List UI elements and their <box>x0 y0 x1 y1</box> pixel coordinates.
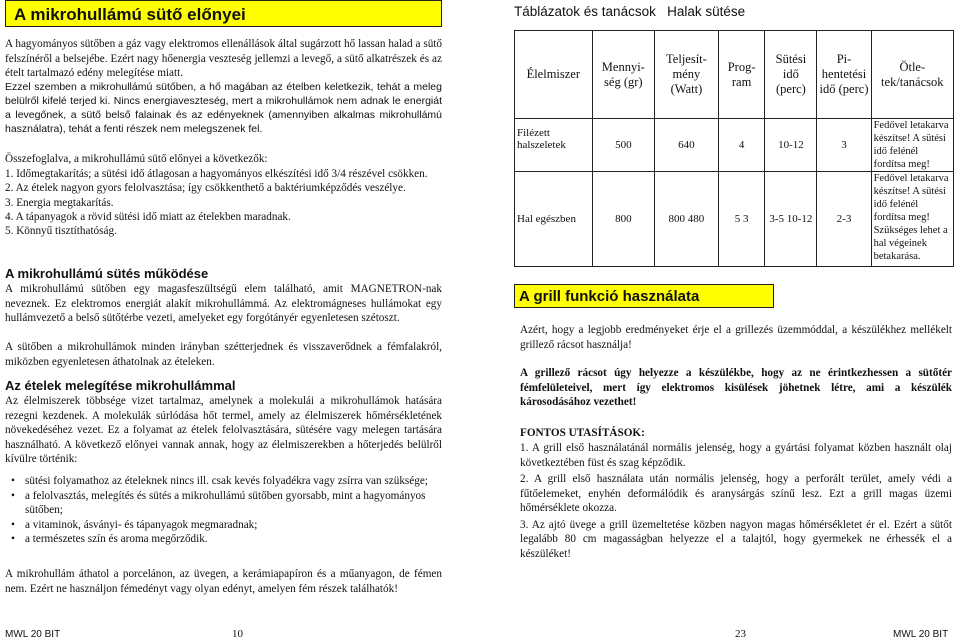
cell-program: 4 <box>718 119 765 172</box>
works-paragraph-2: A sütőben a mikrohullámok minden irányban szétterjednek és visszaverődnek a fémfalakról, miközben egyenletesen áthatolnak az ételeken. <box>5 341 442 368</box>
cell-rest: 3 <box>817 119 871 172</box>
benefit-item: • a vitaminok, ásványi- és tápanyagok megmaradnak; <box>5 518 442 533</box>
heading-heating: Az ételek melegítése mikrohullámmal <box>5 378 236 393</box>
cell-tip: Fedővel letakarva készítse! A sütési idő felénél fordítsa meg! Szükséges lehet a hal végeinek betakarása. <box>871 172 953 267</box>
col-header-power: Teljesít-mény (Watt) <box>655 31 719 119</box>
heading-how-it-works: A mikrohullámú sütés működése <box>5 266 209 281</box>
instruction-item: 2. A grill első használata után normális jelenség, hogy a perforált terület, amely védi a fűtőelemeket, enyhén deformálódik és aranysárgás színű lesz. Ezt a grill magas üzemi hőmérséklete okozza. <box>520 473 952 514</box>
metal-warning-paragraph: A mikrohullám áthatol a porcelánon, az üvegen, a kerámiapapíron és a műanyagon, de fémen nem. Ezért ne használjon fémedényt vagy olyan edényt, amelyen fém részek találhatók! <box>5 568 442 595</box>
works-paragraph-1: A mikrohullámú sütőben egy magasfeszültségű elem található, amit MAGNETRON-nak neveznek. Ez elektromos energiát alakít mikrohullámmá. Az elektromágneses hullámokat egy hullámvezető a belső sütőtérbe vezeti, amelyeket egy forgótányér egyenletesen szétoszt. <box>5 283 442 324</box>
instructions-list <box>520 441 952 561</box>
col-header-program: Prog-ram <box>718 31 765 119</box>
benefit-item: • sütési folyamathoz az ételeknek nincs ill. csak kevés folyadékra vagy zsírra van szüksége; <box>5 474 442 489</box>
cell-tip: Fedővel letakarva készítse! A sütési idő felénél fordítsa meg! <box>871 119 953 172</box>
footer-brand-left: MWL 20 BIT <box>5 629 61 640</box>
summary-item-3: 3. Energia megtakarítás. <box>5 196 114 209</box>
summary-item-5: 5. Könnyű tisztíthatóság. <box>5 225 117 238</box>
table-header-row <box>515 31 954 119</box>
cell-power: 800 480 <box>655 172 719 267</box>
summary-item-1: 1. Időmegtakarítás; a sütési idő átlagosan a hagyományos elkészítési idő 3/4 részével csökken. <box>5 168 428 180</box>
page-number-left: 10 <box>232 628 243 640</box>
table-row <box>515 119 954 172</box>
col-header-quantity: Mennyi-ség (gr) <box>592 31 654 119</box>
heating-benefits-list <box>5 474 442 547</box>
col-header-rest: Pi-hentetési idő (perc) <box>817 31 871 119</box>
col-header-tips: Ötle-tek/tanácsok <box>871 31 953 119</box>
section-title-advantages: A mikrohullámú sütő előnyei <box>5 0 442 27</box>
table-row <box>515 172 954 267</box>
grill-warning: A grillező rácsot úgy helyezze a készülékbe, hogy az ne érintkezhessen a sütőtér fémfelületeivel, mert így elektromos kisülések jöhetnek létre, ami a készülék károsodásához vezethet! <box>520 367 952 408</box>
grill-paragraph-1: Azért, hogy a legjobb eredményeket érje el a grillezés üzemmóddal, a készülékhez mellékelt grillező rácsot használja! <box>520 324 952 351</box>
instruction-item: 1. A grill első használatánál normális jelenség, hogy a gyártási folyamat közben használt olaj következtében füst és szag képződik. <box>520 442 952 469</box>
fish-cooking-table <box>514 30 954 267</box>
col-header-time: Sütési idő (perc) <box>765 31 817 119</box>
summary-item-2: 2. Az ételek nagyon gyors felolvasztása; így csökkenthető a baktériumképződés veszélye. <box>5 182 406 195</box>
summary-item-4: 4. A tápanyagok a rövid sütési idő miatt az ételekben maradnak. <box>5 210 291 223</box>
footer-brand-right: MWL 20 BIT <box>893 629 949 640</box>
cell-qty: 800 <box>592 172 654 267</box>
intro-paragraph-1: A hagyományos sütőben a gáz vagy elektromos ellenállások által sugárzott hő lassan halad a sütő felszínéről a belsejébe. Ezért nagy hőenergia veszteség jellemzi a levegő, a sütő alkatrészek és az ételt tartalmazó edény melegítése miatt. <box>5 38 442 79</box>
page-number-right: 23 <box>735 628 746 640</box>
section-title-grill: A grill funkció használata <box>514 284 774 308</box>
cell-qty: 500 <box>592 119 654 172</box>
cell-time: 3-5 10-12 <box>765 172 817 267</box>
cell-time: 10-12 <box>765 119 817 172</box>
col-header-food: Élelmiszer <box>515 31 593 119</box>
heating-paragraph: Az élelmiszerek többsége vizet tartalmaz, amelynek a molekulái a mikrohullámok hatására rezegni kezdenek. A molekulák súrlódása hőt termel, amely az élelmiszerek hőmérsékletének növekedéséhez vezet. Ez a folyamat az ételek felolvasztására, sütésére vagy melegen tartására használható. A következő előnyei vannak annak, hogy az élelmiszerekben a hőterjedés belülről kívülre történik: <box>5 395 442 465</box>
intro-paragraph-2: Ezzel szemben a mikrohullámú sütőben, a hő magában az ételben keletkezik, tehát a meleg belülről kifelé terjed ki. Nincs energiaveszteség, mert a mikrohullámok nem adnak le energiát a levegőnek, a sütő belső falainak és az edényeknek (amennyiben alkalmas mikrohullámú használatra), tehát a fenti részek nem melegszenek fel. <box>5 81 442 135</box>
page-header: Táblázatok és tanácsok Halak sütése <box>514 4 746 19</box>
benefit-item: • a felolvasztás, melegítés és sütés a mikrohullámú sütőben gyorsabb, mint a hagyományos sütőben; <box>5 489 442 518</box>
summary-list <box>5 167 442 238</box>
instruction-item: 3. Az ajtó üvege a grill üzemeltetése közben nagyon magas hőmérsékletet ér el. Ezért a sütőt legalább 80 cm magasságban helyezze el a talajtól, hogy gyermekek ne érhessék el a készüléket! <box>520 518 952 560</box>
summary-heading: Összefoglalva, a mikrohullámú sütő előnyei a következők: <box>5 153 268 165</box>
important-instructions-heading: FONTOS UTASÍTÁSOK: <box>520 427 645 439</box>
cell-program: 5 3 <box>718 172 765 267</box>
cell-rest: 2-3 <box>817 172 871 267</box>
cell-food: Hal egészben <box>515 172 593 267</box>
cell-power: 640 <box>655 119 719 172</box>
benefit-item: • a természetes szín és aroma megőrződik. <box>5 532 442 547</box>
cell-food: Filézett halszeletek <box>515 119 593 172</box>
